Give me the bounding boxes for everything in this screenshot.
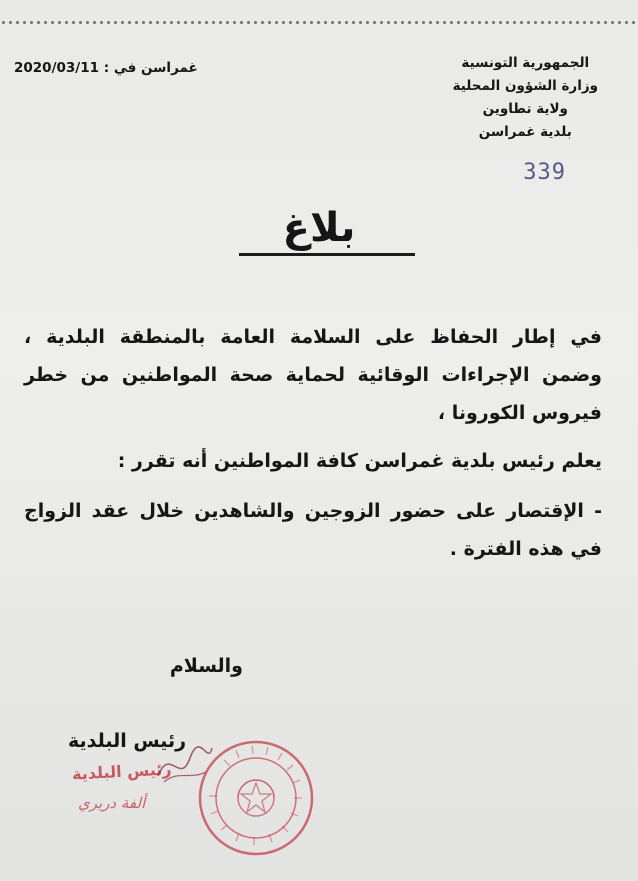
announcement-body: [24, 318, 602, 568]
title-underline: [239, 253, 415, 256]
letterhead-ministry: وزارة الشؤون المحلية: [452, 78, 598, 94]
document-title: بلاغ: [282, 205, 356, 251]
date-line: غمراسن في : 2020/03/11: [14, 60, 198, 76]
letterhead-republic: الجمهورية التونسية: [461, 55, 590, 71]
measure-paragraph: - الإقتصار على حضور الزوجين والشاهدين خلال عقد الزواج في هذه الفترة .: [24, 500, 602, 560]
intro-paragraph: في إطار الحفاظ على السلامة العامة بالمنطقة البلدية ، وضمن الإجراءات الوقائية لحماية صحة المواطنين من خطر فيروس الكورونا ،: [24, 326, 602, 424]
closing-greeting: والسلام: [169, 655, 243, 677]
letterhead-municipality: بلدية غمراسن: [478, 124, 572, 140]
stamp-title: رئيس البلدية: [71, 759, 172, 784]
notice-paragraph: يعلم رئيس بلدية غمراسن كافة المواطنين أنه تقرر :: [117, 450, 602, 472]
official-seal: [196, 738, 316, 858]
signer-title: رئيس البلدية: [68, 730, 187, 752]
letterhead: [453, 52, 598, 144]
perforated-edge: [0, 18, 638, 27]
stamp-signer-name: ألفة دريري: [78, 794, 146, 812]
reference-number: 339: [523, 160, 566, 185]
letterhead-governorate: ولاية تطاوين: [482, 101, 568, 117]
